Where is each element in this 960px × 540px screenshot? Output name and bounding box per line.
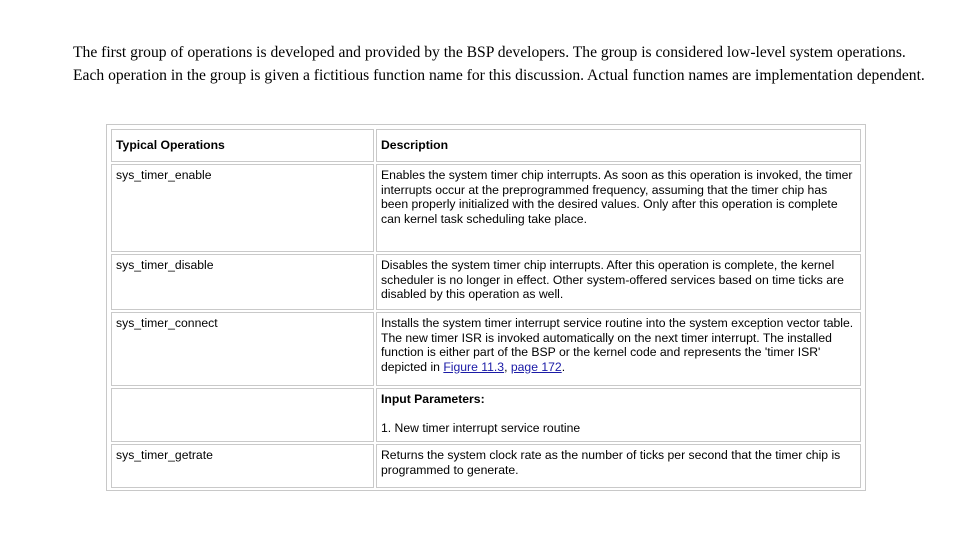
operation-name: sys_timer_getrate: [111, 444, 374, 488]
operations-table: [109, 127, 863, 490]
table-row: [111, 388, 861, 442]
table-row: [111, 312, 861, 386]
operations-table-image: [106, 124, 866, 491]
page-link[interactable]: page 172: [510, 359, 562, 374]
operation-description: Returns the system clock rate as the number of ticks per second that the timer chip is programmed to generate.: [376, 444, 861, 488]
table-header-row: [111, 129, 861, 162]
operation-description: [376, 312, 861, 386]
operation-name-empty: [111, 388, 374, 442]
link-separator: ,: [504, 359, 511, 374]
table-row: [111, 254, 861, 310]
description-text: Installs the system timer interrupt service routine into the system exception vector table. The new timer ISR is invoked automatically on the next timer interrupt. The installed function is either part of the BSP or the kernel code and represents the 'timer ISR' depicted in: [381, 316, 854, 374]
description-end: .: [561, 359, 566, 374]
operation-name: sys_timer_enable: [111, 164, 374, 252]
figure-link[interactable]: Figure 11.3: [443, 359, 505, 374]
operation-name: sys_timer_connect: [111, 312, 374, 386]
header-typical-operations: Typical Operations: [111, 129, 374, 162]
table-row: [111, 444, 861, 488]
table-row: [111, 164, 861, 252]
intro-paragraph: The first group of operations is developed and provided by the BSP developers. The group is considered low-level system operations. Each operation in the group is given a fictitious function name for this discussion. Actual function names are implementation dependent.: [73, 44, 925, 84]
operation-description: Disables the system timer chip interrupts. After this operation is complete, the kernel scheduler is no longer in effect. Other system-offered services based on time ticks are disabled by this operation as well.: [376, 254, 861, 310]
input-parameters-heading: Input Parameters:: [381, 392, 485, 406]
operation-name: sys_timer_disable: [111, 254, 374, 310]
input-parameters-cell: [376, 388, 861, 442]
operation-description: Enables the system timer chip interrupts. As soon as this operation is invoked, the timer interrupts occur at the preprogrammed frequency, assuming that the timer chip has been properly initialized with the desired values. Only after this operation is complete can kernel task scheduling take place.: [376, 164, 861, 252]
input-parameter-item: 1. New timer interrupt service routine: [381, 420, 581, 435]
header-description: Description: [376, 129, 861, 162]
